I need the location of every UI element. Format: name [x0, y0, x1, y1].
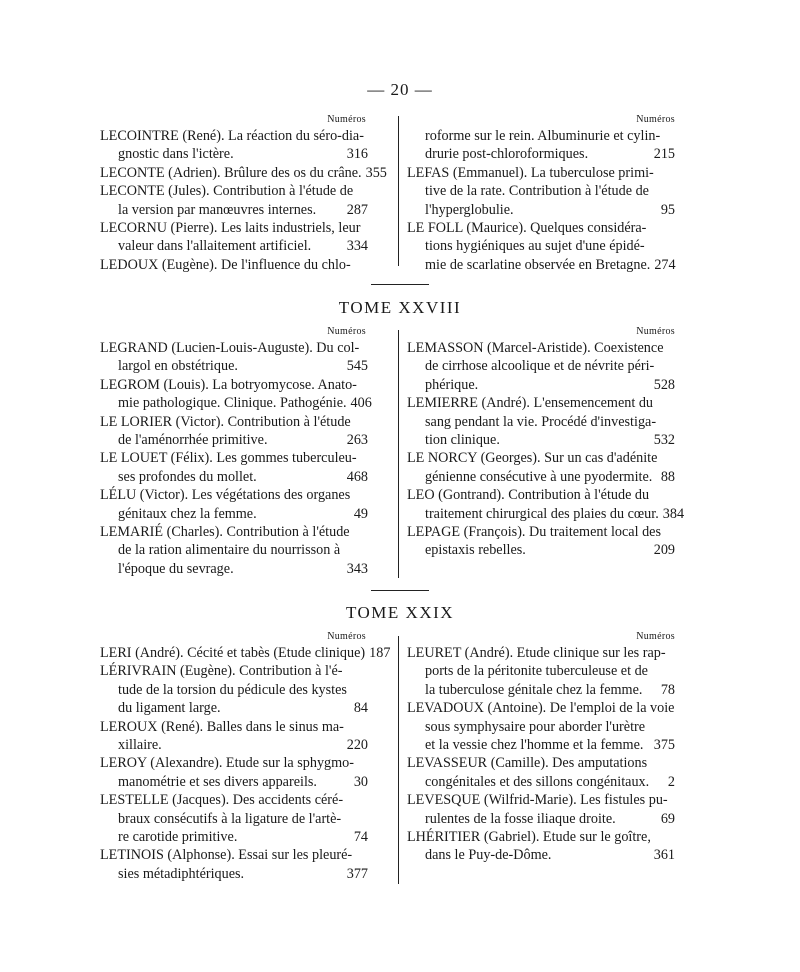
entry-number: 384	[662, 505, 685, 522]
entry-text: LEMASSON (Marcel-Aristide). Coexistence	[407, 340, 664, 356]
numeros-header: Numéros	[327, 114, 366, 125]
entry-text: tude de la torsion du pédicule des kystes	[118, 681, 347, 698]
entry-text: sang pendant la vie. Procédé d'investiga-	[425, 413, 657, 430]
entry-text: rulentes de la fosse iliaque droite.	[425, 810, 616, 827]
entry-text: drurie post-chloroformiques.	[425, 146, 589, 163]
entry-text: tive de la rate. Contribution à l'étude de	[425, 183, 649, 200]
entry-number: 220	[346, 737, 368, 754]
section2-right-column	[407, 631, 675, 865]
index-entry	[407, 699, 675, 754]
entry-number: 343	[346, 560, 368, 577]
entry-text: congénitales et des sillons congénitaux.	[425, 773, 650, 790]
entry-number: 215	[653, 146, 675, 163]
entry-text: re carotide primitive.	[118, 829, 238, 846]
index-entry	[407, 219, 675, 274]
tome-xxviii-title: TOME XXVIII	[338, 298, 462, 317]
entry-text: LEO (Gontrand). Contribution à l'étude du	[407, 487, 650, 504]
entry-text: LECONTE (Adrien). Brûlure des os du crâne.	[100, 164, 362, 181]
entry-text: LEVASSEUR (Camille). Des amputations	[407, 755, 648, 772]
entry-number: 316	[346, 146, 368, 163]
entry-number: 84	[353, 700, 368, 717]
numeros-header: Numéros	[636, 326, 675, 337]
column-divider	[398, 636, 399, 884]
index-entry	[100, 754, 368, 791]
entry-text: LEDOUX (Eugène). De l'influence du chlo-	[100, 256, 351, 273]
entry-text: gnostic dans l'ictère.	[118, 146, 234, 163]
index-entry	[407, 644, 675, 699]
numeros-header: Numéros	[636, 631, 675, 642]
column-divider	[398, 330, 399, 578]
index-entry	[100, 791, 368, 846]
entry-number: 74	[353, 829, 368, 846]
entry-text: sous symphysaire pour aborder l'urètre	[425, 718, 646, 735]
entry-text: LECONTE (Jules). Contribution à l'étude de	[100, 183, 354, 200]
entry-number: 187	[369, 645, 391, 661]
index-entry	[100, 219, 368, 256]
index-entry	[100, 413, 368, 450]
entry-text: LE NORCY (Georges). Sur un cas d'adénite	[407, 450, 658, 467]
entry-text: manométrie et ses divers appareils.	[118, 773, 317, 790]
entry-text: l'époque du sevrage.	[118, 560, 234, 577]
index-entry	[407, 486, 685, 523]
entry-text: LEROY (Alexandre). Etude sur la sphygmo-	[100, 755, 354, 772]
entry-text: de cirrhose alcoolique et de névrite péri-	[425, 358, 655, 375]
entry-text: tion clinique.	[425, 432, 500, 449]
entry-text: la version par manœuvres internes.	[118, 201, 317, 218]
entry-number: 49	[353, 505, 368, 522]
index-entry	[100, 339, 368, 376]
index-entry	[407, 791, 675, 828]
entry-text: l'hyperglobulie.	[425, 201, 514, 218]
entry-text: LETINOIS (Alphonse). Essai sur les pleuré-	[100, 847, 353, 864]
index-entry	[100, 256, 368, 274]
page-number: — 20 —	[367, 80, 433, 99]
entry-text: LEVESQUE (Wilfrid-Marie). Les fistules pu-	[407, 792, 668, 809]
entry-text: et la vessie chez l'homme et la femme.	[425, 737, 644, 754]
index-entry	[100, 182, 368, 219]
section0-right-column	[407, 114, 675, 274]
entry-text: sies métadiphtériques.	[118, 865, 245, 882]
index-entry	[407, 127, 675, 164]
numeros-header: Numéros	[327, 326, 366, 337]
entry-text: ports de la péritonite tuberculeuse et de	[425, 663, 648, 680]
index-entry	[100, 846, 368, 883]
entry-text: traitement chirurgical des plaies du cœur.	[425, 505, 659, 522]
entry-text: du ligament large.	[118, 700, 221, 717]
column-divider	[398, 116, 399, 266]
entry-text: LESTELLE (Jacques). Des accidents céré-	[100, 792, 344, 809]
index-entry	[100, 449, 368, 486]
entry-number: 209	[653, 542, 675, 559]
entry-text: génitaux chez la femme.	[118, 505, 257, 522]
entry-number: 532	[653, 432, 675, 449]
entry-number: 545	[346, 358, 368, 375]
entry-text: LHÉRITIER (Gabriel). Etude sur le goître,	[407, 829, 651, 846]
entry-text: LEGRAND (Lucien-Louis-Auguste). Du col-	[100, 340, 360, 356]
index-entry	[407, 828, 675, 865]
entry-text: xillaire.	[118, 737, 162, 754]
entry-number: 406	[350, 395, 372, 412]
entry-text: valeur dans l'allaitement artificiel.	[118, 238, 312, 255]
entry-text: LEROUX (René). Balles dans le sinus ma-	[100, 718, 344, 735]
index-entry	[100, 164, 387, 182]
entry-text: LECORNU (Pierre). Les laits industriels, leur	[100, 220, 361, 237]
entry-number: 375	[653, 737, 675, 754]
index-entry	[100, 486, 368, 523]
index-entry	[407, 754, 675, 791]
section-divider	[371, 590, 429, 591]
entry-text: LEMARIÉ (Charles). Contribution à l'étude	[100, 524, 350, 541]
index-entry	[100, 523, 368, 578]
numeros-header: Numéros	[327, 631, 366, 642]
entry-text: mie pathologique. Clinique. Pathogénie.	[118, 395, 347, 412]
section1-left-column	[100, 326, 372, 578]
index-entry	[100, 127, 368, 164]
entry-number: 2	[667, 773, 675, 790]
entry-text: génienne consécutive à une pyodermite.	[425, 468, 653, 485]
entry-number: 69	[660, 810, 675, 827]
index-entry	[100, 718, 368, 755]
entry-text: mie de scarlatine observée en Bretagne.	[425, 256, 651, 273]
entry-text: phérique.	[425, 376, 479, 393]
section1-right-column	[407, 326, 685, 560]
entry-text: LEGROM (Louis). La botryomycose. Anato-	[100, 376, 357, 393]
entry-text: largol en obstétrique.	[118, 358, 238, 375]
entry-text: de l'aménorrhée primitive.	[118, 432, 268, 449]
entry-number: 88	[660, 468, 675, 485]
entry-number: 377	[346, 865, 368, 882]
entry-number: 95	[660, 201, 675, 218]
index-entry	[407, 339, 675, 394]
entry-text: ses profondes du mollet.	[118, 468, 257, 485]
index-entry	[100, 662, 368, 717]
index-entry	[100, 376, 372, 413]
entry-number: 528	[653, 376, 675, 393]
section-divider	[371, 284, 429, 285]
entry-number: 355	[365, 164, 387, 181]
entry-text: de la ration alimentaire du nourrisson à	[118, 542, 341, 559]
index-entry	[407, 164, 675, 219]
entry-text: LÉRIVRAIN (Eugène). Contribution à l'é-	[100, 663, 343, 680]
tome-xxix-title: TOME XXIX	[345, 603, 455, 622]
entry-text: LERI (André). Cécité et tabès (Etude clinique)	[100, 645, 366, 661]
entry-text: LEPAGE (François). Du traitement local des	[407, 524, 662, 541]
section0-left-column	[100, 114, 387, 274]
entry-text: LE FOLL (Maurice). Quelques considéra-	[407, 220, 647, 237]
entry-text: LE LORIER (Victor). Contribution à l'étude	[100, 413, 351, 430]
numeros-header: Numéros	[636, 114, 675, 125]
index-entry	[407, 523, 675, 560]
entry-text: dans le Puy-de-Dôme.	[425, 847, 552, 864]
entry-number: 78	[660, 681, 675, 698]
entry-text: LEMIERRE (André). L'ensemencement du	[407, 395, 654, 412]
entry-text: LE LOUET (Félix). Les gommes tuberculeu-	[100, 450, 357, 467]
entry-number: 30	[353, 773, 368, 790]
entry-text: LECOINTRE (René). La réaction du séro-dia-	[100, 128, 364, 144]
entry-number: 361	[653, 847, 675, 864]
entry-text: LEURET (André). Etude clinique sur les rap-	[407, 645, 666, 661]
index-entry	[100, 644, 391, 662]
index-entry	[407, 449, 675, 486]
entry-text: LÉLU (Victor). Les végétations des organes	[100, 487, 351, 504]
entry-number: 287	[346, 201, 368, 218]
entry-text: roforme sur le rein. Albuminurie et cylin-	[425, 128, 661, 144]
entry-text: tions hygiéniques au sujet d'une épidé-	[425, 238, 645, 255]
entry-text: braux consécutifs à la ligature de l'artè-	[118, 810, 342, 827]
entry-number: 468	[346, 468, 368, 485]
entry-number: 274	[654, 256, 676, 273]
entry-number: 263	[346, 432, 368, 449]
entry-text: LEVADOUX (Antoine). De l'emploi de la voie	[407, 700, 675, 717]
section2-left-column	[100, 631, 391, 883]
entry-number: 334	[346, 238, 368, 255]
entry-text: epistaxis rebelles.	[425, 542, 526, 559]
entry-text: la tuberculose génitale chez la femme.	[425, 681, 643, 698]
entry-text: LEFAS (Emmanuel). La tuberculose primi-	[407, 164, 654, 181]
index-entry	[407, 394, 675, 449]
